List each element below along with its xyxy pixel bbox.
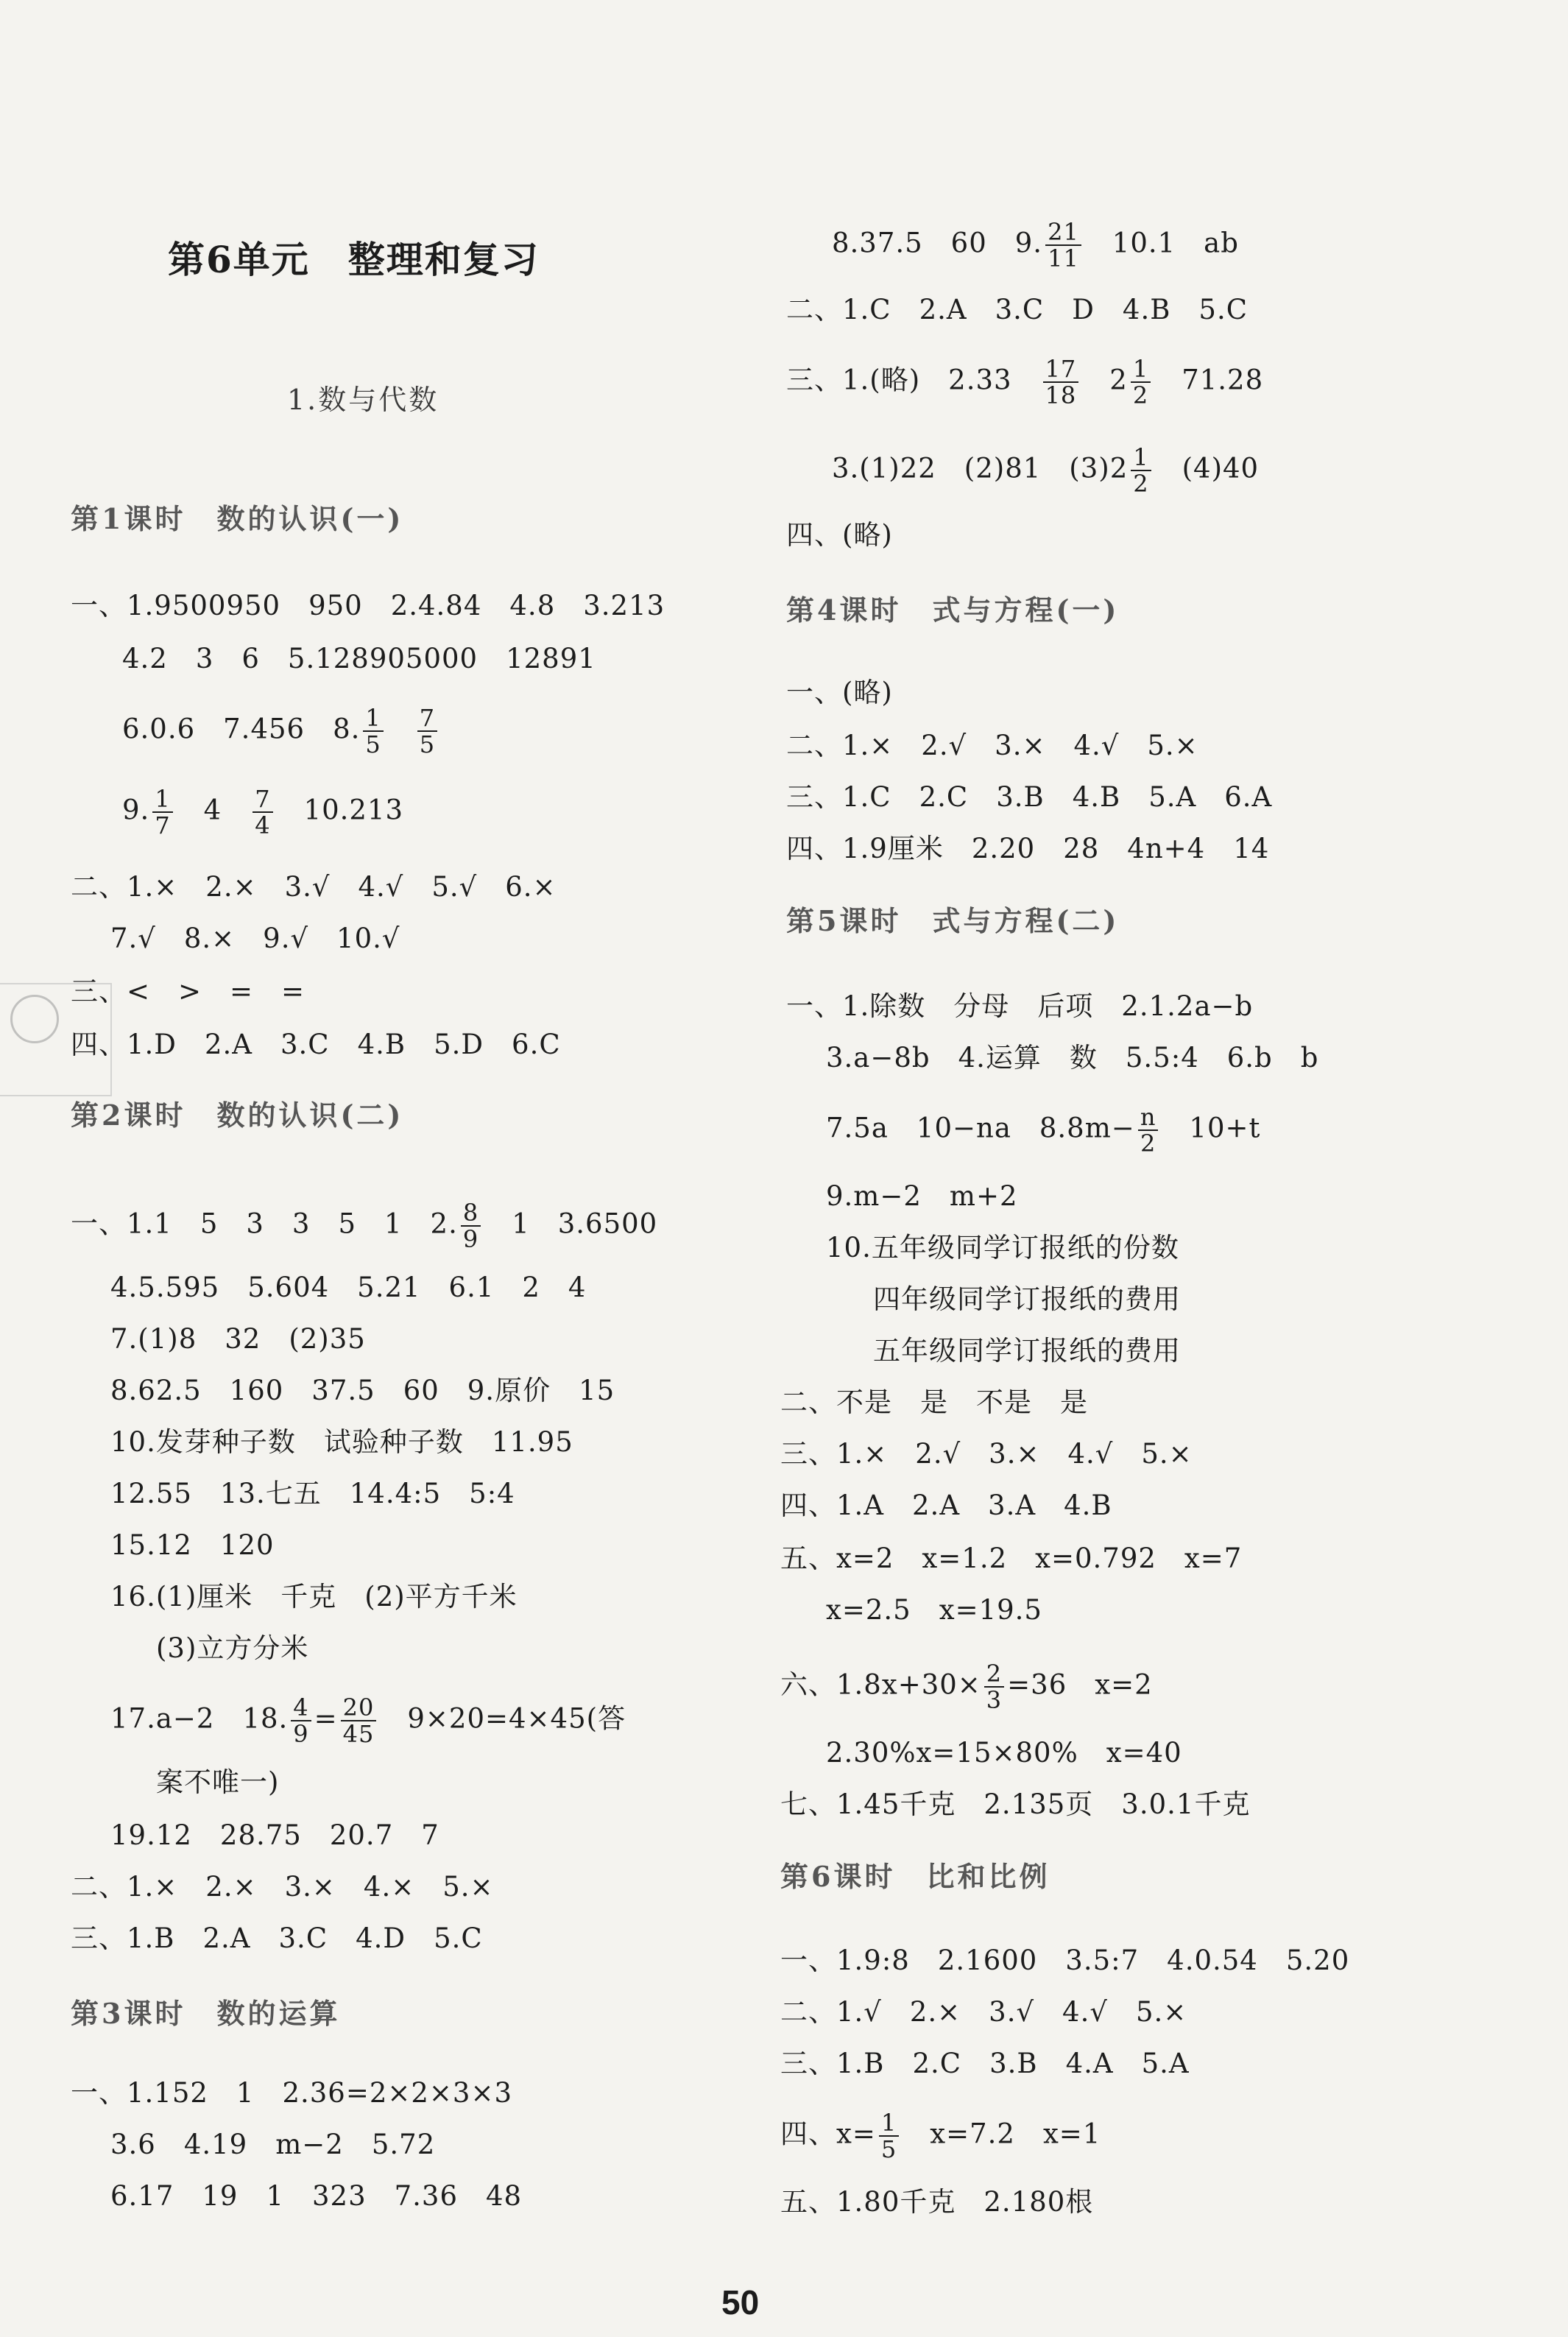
answer-line: 一、1.除数 分母 后项 2.1.2a−b <box>786 990 1254 1022</box>
fraction: $\frac{8}{9}$ <box>461 1200 481 1252</box>
fraction: $\frac{7}{5}$ <box>417 705 437 757</box>
answer-line: 一、1.152 1 2.36=2×2×3×3 <box>71 2077 513 2109</box>
answer-line: 二、1.√ 2.× 3.√ 4.√ 5.× <box>780 1996 1187 2028</box>
answer-line: 五、1.80千克 2.180根 <box>780 2186 1094 2218</box>
answer-line: 三、1.B 2.C 3.B 4.A 5.A <box>780 2048 1190 2079</box>
answer-line: 四、1.A 2.A 3.A 4.B <box>780 1490 1112 1521</box>
answer-line: 3.a−8b 4.运算 数 5.5:4 6.b b <box>826 1042 1319 1074</box>
answer-line: 四、x= $\frac{1}{5}$ x=7.2 x=1 <box>780 2109 1101 2163</box>
fraction: $\frac{1}{7}$ <box>152 786 172 838</box>
fraction: $\frac{21}{11}$ <box>1045 219 1081 271</box>
lesson-6-heading: 第6课时 比和比例 <box>780 1860 1050 1893</box>
answer-line: 4.5.595 5.604 5.21 6.1 2 4 <box>110 1272 587 1303</box>
answer-line: 9.m−2 m+2 <box>826 1180 1018 1212</box>
answer-line: 二、不是 是 不是 是 <box>780 1386 1088 1418</box>
fraction: $\frac{2}{3}$ <box>984 1661 1004 1713</box>
stamp-icon <box>10 995 59 1043</box>
answer-line: 一、1.9500950 950 2.4.84 4.8 3.213 <box>71 590 665 621</box>
fraction: $\frac{1}{2}$ <box>1131 356 1151 408</box>
fraction: $\frac{7}{4}$ <box>252 786 272 838</box>
answer-line: 6.17 19 1 323 7.36 48 <box>110 2180 523 2212</box>
lesson-2-heading: 第2课时 数的认识(二) <box>71 1099 404 1132</box>
answer-line: 案不唯一) <box>156 1766 280 1798</box>
answer-line: 三、1.B 2.A 3.C 4.D 5.C <box>71 1922 483 1954</box>
page-number: 50 <box>721 2283 760 2322</box>
answer-line: 二、1.× 2.× 3.× 4.× 5.× <box>71 1871 494 1903</box>
answer-line: 二、1.× 2.√ 3.× 4.√ 5.× <box>786 730 1198 761</box>
answer-line: 六、1.8x+30× $\frac{2}{3}$ =36 x=2 <box>780 1660 1153 1714</box>
answer-line: 12.55 13.七五 14.4:5 5:4 <box>110 1478 515 1509</box>
answer-line: 一、1.1 5 3 3 5 1 2. $\frac{8}{9}$ 1 3.6500 <box>71 1199 658 1253</box>
answer-line: 19.12 28.75 20.7 7 <box>110 1819 439 1851</box>
unit-title: 第6单元 整理和复习 <box>168 238 540 281</box>
lesson-1-heading: 第1课时 数的认识(一) <box>71 502 404 535</box>
answer-line: 17.a−2 18. $\frac{4}{9}$ = $\frac{20}{45}$ 9×20=4×45(答 <box>110 1693 626 1748</box>
answer-line: 6.0.6 7.456 8. $\frac{1}{5}$ $\frac{7}{5}$ <box>122 705 440 757</box>
fraction: $\frac{1}{5}$ <box>363 705 383 757</box>
lesson-4-heading: 第4课时 式与方程(一) <box>786 593 1120 627</box>
fraction: $\frac{n}{2}$ <box>1138 1104 1159 1156</box>
lesson-5-heading: 第5课时 式与方程(二) <box>786 904 1120 937</box>
fraction: $\frac{4}{9}$ <box>291 1695 311 1746</box>
answer-line: 10.发芽种子数 试验种子数 11.95 <box>110 1426 573 1458</box>
answer-line: 四、(略) <box>786 519 893 551</box>
answer-line: 4.2 3 6 5.128905000 12891 <box>122 643 596 674</box>
lesson-3-heading: 第3课时 数的运算 <box>71 1997 341 2030</box>
answer-line: 三、1.C 2.C 3.B 4.B 5.A 6.A <box>786 781 1273 813</box>
fraction: $\frac{1}{2}$ <box>1131 445 1151 496</box>
answer-line: 七、1.45千克 2.135页 3.0.1千克 <box>780 1788 1251 1820</box>
answer-line: (3)立方分米 <box>156 1632 309 1664</box>
answer-line: 7.5a 10−na 8.8m− $\frac{n}{2}$ 10+t <box>826 1103 1261 1157</box>
answer-line: 9. $\frac{1}{7}$ 4 $\frac{7}{4}$ 10.213 <box>122 785 404 839</box>
answer-line: 四年级同学订报纸的费用 <box>873 1283 1181 1315</box>
answer-line: 三、< > = = <box>71 976 306 1007</box>
answer-line: 五、x=2 x=1.2 x=0.792 x=7 <box>780 1543 1243 1574</box>
fraction: $\frac{20}{45}$ <box>341 1695 377 1746</box>
answer-line: 四、1.D 2.A 3.C 4.B 5.D 6.C <box>71 1029 561 1060</box>
answer-line: 四、1.9厘米 2.20 28 4n+4 14 <box>786 833 1270 864</box>
answer-line: 3.(1)22 (2)81 (3)2 $\frac{1}{2}$ (4)40 <box>832 443 1260 498</box>
answer-line: 二、1.C 2.A 3.C D 4.B 5.C <box>786 294 1249 325</box>
answer-line: 一、(略) <box>786 677 893 708</box>
answer-line: 一、1.9:8 2.1600 3.5:7 4.0.54 5.20 <box>780 1945 1350 1976</box>
answer-line: 7.√ 8.× 9.√ 10.√ <box>110 923 400 954</box>
section-title: 1.数与代数 <box>287 384 439 416</box>
answer-line: 三、1.(略) 2.33 $\frac{17}{18}$ 2 $\frac{1}{2}$ 71.28 <box>786 355 1264 409</box>
answer-line: 8.37.5 60 9. $\frac{21}{11}$ 10.1 ab <box>832 218 1239 272</box>
answer-line: 2.30%x=15×80% x=40 <box>826 1737 1182 1769</box>
answer-line: 10.五年级同学订报纸的份数 <box>826 1232 1179 1263</box>
answer-line: 8.62.5 160 37.5 60 9.原价 15 <box>110 1375 615 1406</box>
answer-line: 3.6 4.19 m−2 5.72 <box>110 2129 436 2160</box>
answer-line: 15.12 120 <box>110 1529 275 1561</box>
fraction: $\frac{1}{5}$ <box>879 2110 899 2162</box>
fraction: $\frac{17}{18}$ <box>1043 356 1079 408</box>
answer-line: 二、1.× 2.× 3.√ 4.√ 5.√ 6.× <box>71 871 557 903</box>
answer-line: 三、1.× 2.√ 3.× 4.√ 5.× <box>780 1438 1193 1470</box>
answer-line: 7.(1)8 32 (2)35 <box>110 1323 366 1355</box>
answer-line: 16.(1)厘米 千克 (2)平方千米 <box>110 1581 518 1612</box>
answer-line: x=2.5 x=19.5 <box>826 1594 1042 1626</box>
answer-line: 五年级同学订报纸的费用 <box>873 1335 1181 1367</box>
